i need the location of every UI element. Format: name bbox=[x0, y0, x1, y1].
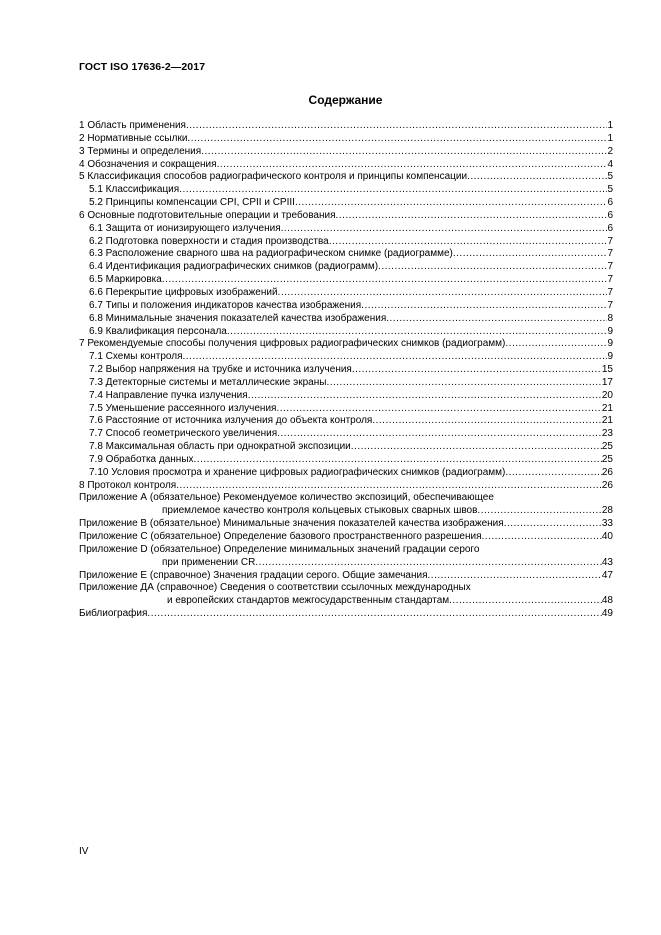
toc-entry[interactable] bbox=[79, 428, 613, 441]
toc-page-number: 25 bbox=[601, 453, 613, 465]
toc-entry-text: 6.7 Типы и положения индикаторов качества изображения bbox=[89, 299, 362, 311]
toc-leader bbox=[352, 364, 602, 377]
toc-entry-text: 7.3 Детекторные системы и металлические экраны bbox=[89, 376, 327, 388]
toc-page-number: 1 bbox=[607, 120, 613, 131]
table-of-contents bbox=[79, 120, 613, 621]
toc-page-number: 21 bbox=[601, 402, 613, 414]
toc-leader bbox=[162, 274, 608, 287]
toc-entry[interactable] bbox=[79, 351, 613, 364]
toc-title: Содержание bbox=[308, 93, 383, 107]
toc-page-number: 7 bbox=[607, 248, 613, 260]
toc-entry[interactable] bbox=[79, 415, 613, 428]
toc-entry-text: 6.4 Идентификация радиографических снимков (радиограмм) bbox=[89, 261, 379, 273]
toc-entry-text: 6.3 Расположение сварного шва на радиографическом снимке (радиограмме) bbox=[89, 248, 453, 260]
toc-leader bbox=[329, 236, 608, 249]
toc-entry-text: Приложение В (обязательное) Минимальные значения показателей качества изображения bbox=[79, 518, 504, 530]
toc-entry-text: 7.9 Обработка данных bbox=[89, 453, 194, 465]
toc-entry[interactable] bbox=[79, 326, 613, 339]
document-header: ГОСТ ISO 17636-2—2017 bbox=[79, 61, 206, 73]
toc-page-number: 2 bbox=[607, 145, 613, 157]
toc-leader bbox=[449, 595, 602, 608]
toc-entry[interactable] bbox=[79, 570, 613, 583]
toc-entry-text: 7 Рекомендуемые способы получения цифровых радиографических снимков (радиограмм) bbox=[79, 338, 506, 350]
toc-entry-text: 7.2 Выбор напряжения на трубке и источника излучения bbox=[89, 364, 352, 376]
toc-leader bbox=[201, 146, 607, 159]
toc-page-number: 28 bbox=[601, 505, 613, 517]
toc-leader bbox=[326, 377, 601, 390]
toc-leader bbox=[248, 390, 602, 403]
toc-leader bbox=[194, 454, 602, 467]
toc-leader bbox=[504, 518, 602, 531]
toc-leader bbox=[187, 133, 607, 146]
toc-page-number: 1 bbox=[607, 132, 613, 144]
toc-entry-text: 2 Нормативные ссылки bbox=[79, 132, 188, 144]
toc-entry-text: 7.10 Условия просмотра и хранение цифровых радиографических снимков (радиограмм) bbox=[89, 466, 506, 478]
toc-entry[interactable] bbox=[79, 518, 613, 531]
toc-leader bbox=[176, 480, 602, 493]
toc-leader bbox=[147, 608, 601, 621]
toc-entry[interactable] bbox=[79, 133, 613, 146]
toc-entry[interactable] bbox=[79, 582, 613, 595]
toc-page-number: 5 bbox=[607, 184, 613, 196]
toc-page-number: 7 bbox=[607, 261, 613, 273]
toc-entry[interactable] bbox=[79, 364, 613, 377]
toc-entry-text: 3 Термины и определения bbox=[79, 145, 202, 157]
toc-entry[interactable] bbox=[79, 454, 613, 467]
toc-page-number: 33 bbox=[601, 518, 613, 530]
toc-leader bbox=[278, 287, 608, 300]
toc-leader bbox=[505, 338, 607, 351]
toc-entry-text: 5.2 Принципы компенсации CPI, CPII и CPIII bbox=[89, 197, 295, 209]
toc-page-number: 47 bbox=[601, 569, 613, 581]
toc-entry-text: Приложение С (обязательное) Определение базового пространственного разрешения bbox=[79, 531, 482, 542]
toc-page-number: 21 bbox=[601, 415, 613, 427]
toc-page-number: 15 bbox=[601, 364, 613, 376]
toc-entry[interactable] bbox=[79, 120, 613, 133]
toc-entry-text: 6.9 Квалификация персонала bbox=[89, 325, 227, 337]
toc-entry[interactable] bbox=[79, 467, 613, 480]
toc-page-number: 43 bbox=[601, 556, 613, 568]
toc-entry-text: 6.6 Перекрытие цифровых изображений bbox=[89, 286, 278, 298]
toc-leader bbox=[255, 557, 602, 570]
toc-entry[interactable] bbox=[79, 595, 613, 608]
toc-page-number: 9 bbox=[607, 351, 613, 363]
toc-page-number: 6 bbox=[607, 197, 613, 209]
toc-leader bbox=[183, 351, 608, 364]
toc-entry[interactable] bbox=[79, 184, 613, 197]
toc-entry[interactable] bbox=[79, 171, 613, 184]
toc-entry[interactable] bbox=[79, 390, 613, 403]
toc-entry-text: 7.7 Способ геометрического увеличения bbox=[89, 428, 278, 440]
toc-page-number: 6 bbox=[607, 222, 613, 234]
toc-entry-text: Приложение ДА (справочное) Сведения о соответствии ссылочных международных bbox=[79, 582, 471, 594]
toc-entry-text: Приложение А (обязательное) Рекомендуемое количество экспозиций, обеспечивающее bbox=[79, 492, 494, 504]
toc-entry[interactable] bbox=[79, 261, 613, 274]
toc-entry[interactable] bbox=[79, 377, 613, 390]
toc-entry-text: 5.1 Классификация bbox=[89, 184, 180, 196]
toc-page-number: 9 bbox=[607, 338, 613, 350]
toc-leader bbox=[295, 197, 608, 210]
toc-page-number: 7 bbox=[607, 299, 613, 311]
toc-entry-text: 6.8 Минимальные значения показателей качества изображения bbox=[89, 312, 387, 324]
toc-entry[interactable] bbox=[79, 531, 613, 544]
toc-leader bbox=[477, 505, 601, 518]
toc-entry[interactable] bbox=[79, 274, 613, 287]
toc-leader bbox=[361, 300, 607, 313]
toc-leader bbox=[505, 467, 602, 480]
toc-entry-text: 1 Область применения bbox=[79, 120, 186, 131]
toc-page-number: 4 bbox=[607, 158, 613, 170]
toc-entry-text: Приложение D (обязательное) Определение минимальных значений градации серого bbox=[79, 543, 480, 555]
toc-leader bbox=[227, 326, 608, 339]
toc-entry[interactable] bbox=[79, 338, 613, 351]
toc-entry[interactable] bbox=[79, 544, 613, 557]
toc-entry[interactable] bbox=[79, 146, 613, 159]
toc-page-number: 23 bbox=[601, 428, 613, 440]
toc-page-number: 5 bbox=[607, 171, 613, 183]
toc-entry[interactable] bbox=[79, 197, 613, 210]
toc-entry[interactable] bbox=[79, 287, 613, 300]
toc-page-number: 25 bbox=[601, 441, 613, 453]
toc-entry[interactable] bbox=[79, 248, 613, 261]
page-number: IV bbox=[79, 846, 89, 857]
toc-entry-text: Приложение Е (справочное) Значения градации серого. Общие замечания bbox=[79, 569, 428, 581]
toc-entry[interactable] bbox=[79, 403, 613, 416]
toc-entry-text: приемлемое качество контроля кольцевых стыковых сварных швов bbox=[162, 505, 478, 517]
toc-entry-text: 4 Обозначения и сокращения bbox=[79, 158, 217, 170]
toc-page-number: 26 bbox=[601, 479, 613, 491]
toc-entry[interactable] bbox=[79, 313, 613, 326]
toc-leader bbox=[281, 223, 608, 236]
toc-entry[interactable] bbox=[79, 557, 613, 570]
toc-entry[interactable] bbox=[79, 210, 613, 223]
toc-leader bbox=[428, 570, 602, 583]
toc-page-number: 49 bbox=[601, 608, 613, 620]
toc-leader bbox=[453, 248, 608, 261]
toc-entry-text: 5 Классификация способов радиографического контроля и принципы компенсации bbox=[79, 171, 468, 183]
toc-entry[interactable] bbox=[79, 441, 613, 454]
toc-leader bbox=[467, 171, 607, 184]
toc-entry[interactable] bbox=[79, 236, 613, 249]
toc-page-number: 40 bbox=[601, 531, 613, 542]
toc-leader bbox=[386, 313, 607, 326]
toc-entry[interactable] bbox=[79, 300, 613, 313]
toc-leader bbox=[217, 159, 608, 172]
toc-leader bbox=[276, 403, 601, 416]
toc-entry[interactable] bbox=[79, 608, 613, 621]
toc-entry[interactable] bbox=[79, 505, 613, 518]
toc-page-number: 7 bbox=[607, 274, 613, 286]
toc-page-number: 7 bbox=[607, 286, 613, 298]
toc-page-number: 26 bbox=[601, 466, 613, 478]
toc-page-number: 6 bbox=[607, 209, 613, 221]
toc-page-number: 9 bbox=[607, 325, 613, 337]
toc-leader bbox=[336, 210, 608, 223]
toc-entry[interactable] bbox=[79, 480, 613, 493]
toc-page-number: 20 bbox=[601, 389, 613, 401]
toc-leader bbox=[351, 441, 602, 454]
toc-entry-text: 7.8 Максимальная область при однократной экспозиции bbox=[89, 441, 351, 453]
toc-entry[interactable] bbox=[79, 159, 613, 172]
toc-entry-text: и европейских стандартов межгосударственным стандартам bbox=[167, 595, 450, 607]
toc-entry-text: 6.5 Маркировка bbox=[89, 274, 162, 286]
toc-leader bbox=[179, 184, 607, 197]
toc-entry-text: 6 Основные подготовительные операции и требования bbox=[79, 209, 336, 221]
toc-leader bbox=[372, 415, 602, 428]
toc-entry-text: 7.6 Расстояние от источника излучения до объекта контроля bbox=[89, 415, 373, 427]
toc-entry[interactable] bbox=[79, 223, 613, 236]
toc-page-number: 8 bbox=[607, 312, 613, 324]
toc-leader bbox=[186, 120, 607, 133]
toc-page-number: 7 bbox=[607, 235, 613, 247]
toc-entry-text: 6.1 Защита от ионизирующего излучения bbox=[89, 222, 281, 234]
toc-entry[interactable] bbox=[79, 492, 613, 505]
toc-leader bbox=[277, 428, 602, 441]
toc-entry-text: 7.4 Направление пучка излучения bbox=[89, 389, 248, 401]
toc-entry-text: 7.1 Схемы контроля bbox=[89, 351, 183, 363]
toc-entry-text: 6.2 Подготовка поверхности и стадия производства bbox=[89, 235, 329, 247]
toc-entry-text: при применении CR bbox=[162, 556, 256, 568]
toc-leader bbox=[378, 261, 607, 274]
toc-page-number: 48 bbox=[601, 595, 613, 607]
toc-entry-text: 7.5 Уменьшение рассеянного излучения bbox=[89, 402, 277, 414]
toc-entry-text: 8 Протокол контроля bbox=[79, 479, 177, 491]
toc-entry-text: Библиография bbox=[79, 608, 148, 620]
toc-page-number: 17 bbox=[601, 376, 613, 388]
toc-leader bbox=[482, 531, 602, 544]
